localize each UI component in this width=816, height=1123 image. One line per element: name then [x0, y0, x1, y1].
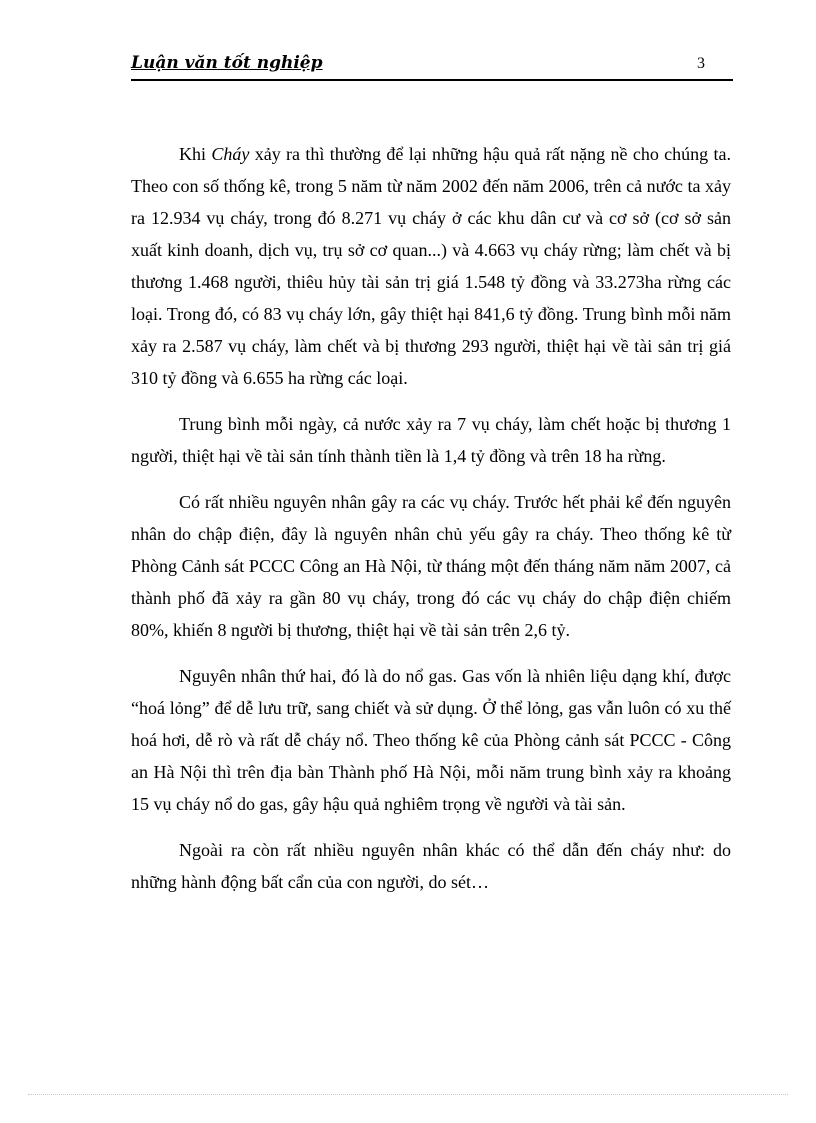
paragraph-electrical-cause: Có rất nhiều nguyên nhân gây ra các vụ cháy. Trước hết phải kể đến nguyên nhân do chập điện, đây là nguyên nhân chủ yếu gây ra cháy. Theo thống kê từ Phòng Cảnh sát PCCC Công an Hà Nội, từ tháng một đến tháng năm năm 2007, cả thành phố đã xảy ra gần 80 vụ cháy, trong đó các vụ cháy do chập điện chiếm 80%, khiến 8 người bị thương, thiệt hại về tài sản trên 2,6 tỷ.: [131, 492, 731, 640]
footer-divider: [28, 1094, 788, 1095]
paragraph-daily-average: Trung bình mỗi ngày, cả nước xảy ra 7 vụ cháy, làm chết hoặc bị thương 1 người, thiệt hại về tài sản tính thành tiền là 1,4 tỷ đồng và trên 18 ha rừng.: [131, 414, 731, 466]
emphasis-word: Cháy: [211, 144, 250, 164]
paragraph-lead: Khi: [179, 144, 212, 164]
paragraph-other-causes: Ngoài ra còn rất nhiều nguyên nhân khác có thể dẫn đến cháy như: do những hành động bất cẩn của con người, do sét…: [131, 840, 731, 892]
paragraph-text: xảy ra thì thường để lại những hậu quả rất nặng nề cho chúng ta. Theo con số thống kê, trong 5 năm từ năm 2002 đến năm 2006, trên cả nước ta xảy ra 12.934 vụ cháy, trong đó 8.271 vụ cháy ở các khu dân cư và cơ sở (cơ sở sản xuất kinh doanh, dịch vụ, trụ sở cơ quan...) và 4.663 vụ cháy rừng; làm chết và bị thương 1.468 người, thiêu hủy tài sản trị giá 1.548 tỷ đồng và 33.273ha rừng các loại. Trong đó, có 83 vụ cháy lớn, gây thiệt hại 841,6 tỷ đồng. Trung bình mỗi năm xảy ra 2.587 vụ cháy, làm chết và bị thương 293 người, thiệt hại về tài sản trị giá 310 tỷ đồng và 6.655 ha rừng các loại.: [131, 144, 731, 388]
page-header: [131, 49, 733, 81]
paragraph-fire-consequences: [131, 138, 731, 394]
header-title: Luận văn tốt nghiệp: [131, 53, 323, 73]
document-body: [131, 138, 731, 912]
paragraph-gas-cause: Nguyên nhân thứ hai, đó là do nổ gas. Gas vốn là nhiên liệu dạng khí, được “hoá lỏng” để dễ lưu trữ, sang chiết và sử dụng. Ở thể lỏng, gas vẫn luôn có xu thế hoá hơi, dễ rò và rất dễ cháy nổ. Theo thống kê của Phòng cảnh sát PCCC - Công an Hà Nội thì trên địa bàn Thành phố Hà Nội, mỗi năm trung bình xảy ra khoảng 15 vụ cháy nổ do gas, gây hậu quả nghiêm trọng về người và tài sản.: [131, 666, 731, 814]
page-number: 3: [697, 55, 705, 72]
